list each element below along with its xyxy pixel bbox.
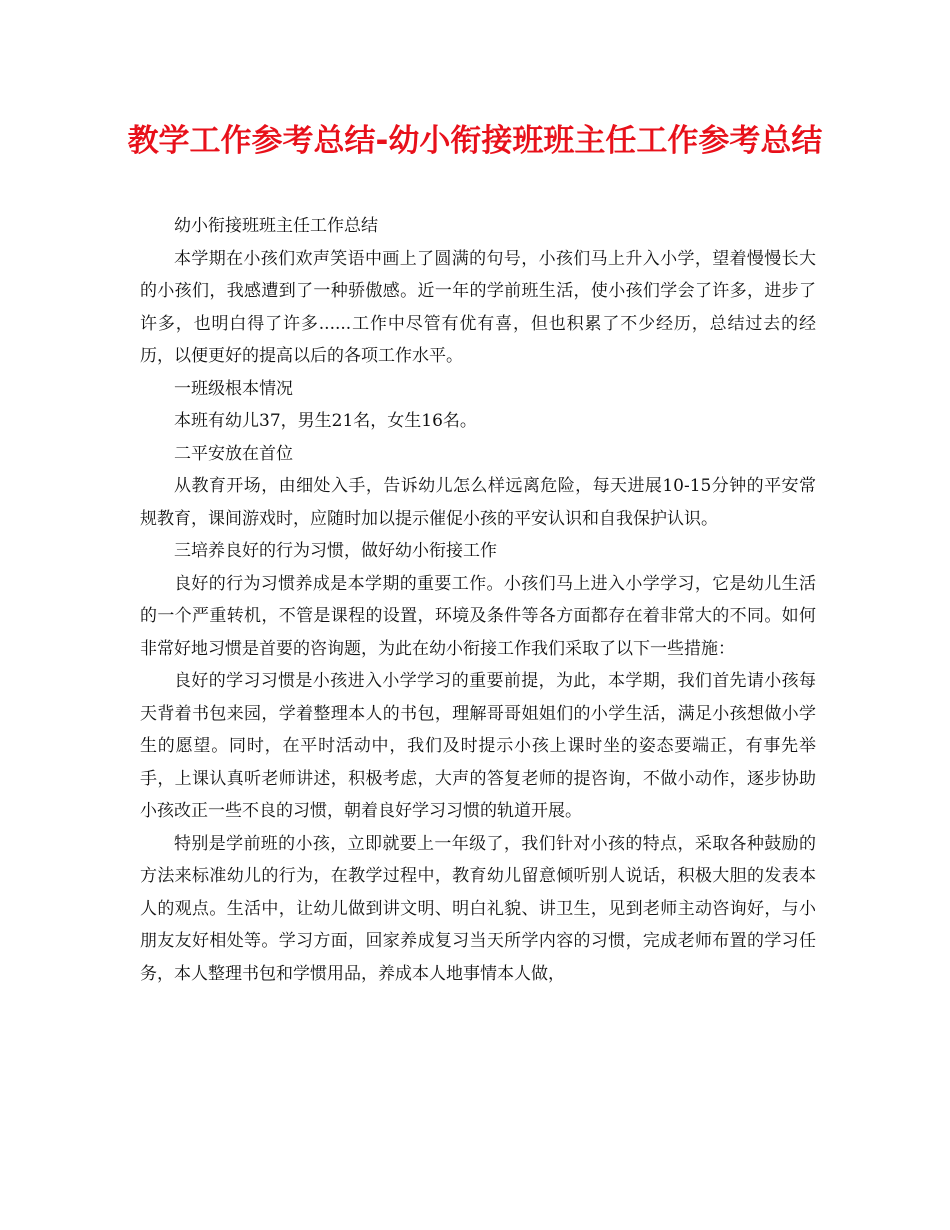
document-body (140, 210, 816, 990)
paragraph-subtitle: 幼小衔接班班主任工作总结 (174, 216, 378, 236)
paragraph-study-habits: 良好的学习习惯是小孩进入小学学习的重要前提，为此，本学期，我们首先请小孩每天背着书包来园，学着整理本人的书包，理解哥哥姐姐们的小学生活，满足小孩想做小学生的愿望。同时，在平时活动中，我们及时提示小孩上课时坐的姿态要端正，有事先举手，上课认真听老师讲述，积极考虑，大声的答复老师的提咨询，不做小动作，逐步协助小孩改正一些不良的习惯，朝着良好学习习惯的轨道开展。 (140, 671, 816, 821)
paragraph-preschool: 特别是学前班的小孩，立即就要上一年级了，我们针对小孩的特点，采取各种鼓励的方法来标准幼儿的行为，在教学过程中，教育幼儿留意倾听别人说话，积极大胆的发表本人的观点。生活中，让幼儿做到讲文明、明白礼貌、讲卫生，见到老师主动咨询好，与小朋友友好相处等。学习方面，回家养成复习当天所学内容的习惯，完成老师布置的学习任务，本人整理书包和学惯用品，养成本人地事情本人做， (140, 833, 816, 984)
section-heading-habits: 三培养良好的行为习惯，做好幼小衔接工作 (174, 541, 497, 561)
document-title: 教学工作参考总结-幼小衔接班班主任工作参考总结 (127, 123, 823, 159)
section-heading-safety: 二平安放在首位 (174, 443, 293, 464)
section-heading-class-overview: 一班级根本情况 (174, 378, 293, 399)
paragraph-habits: 良好的行为习惯养成是本学期的重要工作。小孩们马上进入小学学习，它是幼儿生活的一个严重转机，不管是课程的设置，环境及条件等各方面都存在着非常大的不同。如何非常好地习惯是首要的咨询题，为此在幼小衔接工作我们采取了以下一些措施： (140, 573, 816, 659)
paragraph-intro: 本学期在小孩们欢声笑语中画上了圆满的句号，小孩们马上升入小学，望着慢慢长大的小孩们，我感遭到了一种骄傲感。近一年的学前班生活，使小孩们学会了许多，进步了许多，也明白得了许多......工作中尽管有优有喜，但也积累了不少经历，总结过去的经历，以便更好的提高以后的各项工作水平。 (140, 248, 816, 366)
paragraph-class-stats: 本班有幼儿37，男生21名，女生16名。 (174, 411, 477, 431)
paragraph-safety: 从教育开场，由细处入手，告诉幼儿怎么样远离危险，每天进展10-15分钟的平安常规教育，课间游戏时，应随时加以提示催促小孩的平安认识和自我保护认识。 (140, 476, 816, 529)
